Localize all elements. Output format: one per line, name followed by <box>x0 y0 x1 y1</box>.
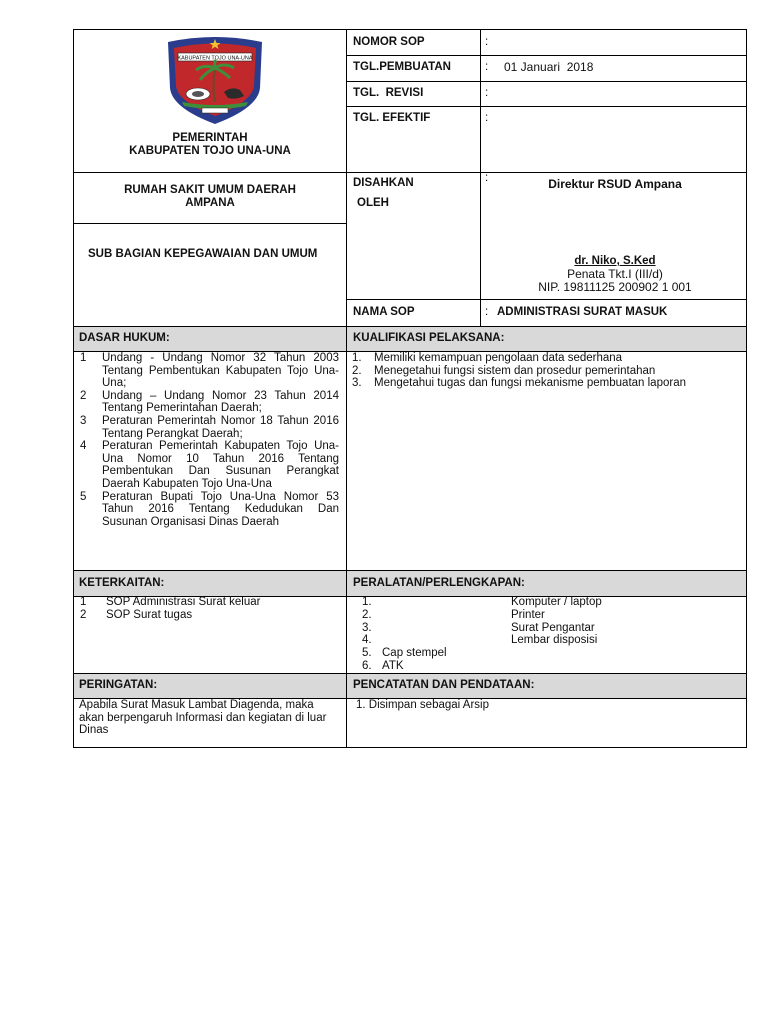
list-item: 2 SOP Surat tugas <box>80 608 193 621</box>
keterkaitan-title: KETERKAITAN: <box>79 577 165 589</box>
disahkan-label: DISAHKAN <box>353 177 414 189</box>
list-item: 2 Undang – Undang Nomor 23 Tahun 2014 Tentang Pemerintahan Daerah; <box>80 389 339 415</box>
list-item: 4 Peraturan Pemerintah Kabupaten Tojo Una-Una Nomor 10 Tahun 2016 Tentang Pembentukan Dan Susunan Perangkat Daerah Kabupaten Tojo Una-Una <box>80 440 339 490</box>
dasar-hukum-title: DASAR HUKUM: <box>79 332 170 344</box>
list-item: 2. Printer <box>362 608 545 621</box>
list-item: 1. Disimpan sebagai Arsip <box>356 699 489 711</box>
list-item: 3. Surat Pengantar <box>362 621 595 634</box>
tgl-pembuatan-colon: : <box>485 61 489 73</box>
list-item: 6. ATK <box>362 659 404 672</box>
pencatatan-list <box>356 699 736 712</box>
sub-division-name: SUB BAGIAN KEPEGAWAIAN DAN UMUM <box>88 248 318 260</box>
list-item: 5. Cap stempel <box>362 647 447 660</box>
list-item: 4. Lembar disposisi <box>362 634 598 647</box>
signer-name: dr. Niko, S.Ked <box>574 255 656 267</box>
list-item: 1 SOP Administrasi Surat keluar <box>80 596 261 608</box>
nama-sop-value: ADMINISTRASI SURAT MASUK <box>497 306 668 318</box>
tgl-pembuatan-label: TGL.PEMBUATAN <box>353 61 451 73</box>
signer-rank: Penata Tkt.I (III/d) <box>567 267 663 281</box>
signer-title: Direktur RSUD Ampana <box>548 177 682 191</box>
dasar-hukum-list <box>74 352 339 528</box>
peralatan-list <box>362 596 742 673</box>
tgl-pembuatan-value: 01 Januari 2018 <box>504 60 594 74</box>
nomor-sop-value: : <box>485 36 489 48</box>
disahkan-colon: : <box>485 172 489 184</box>
nama-sop-label: NAMA SOP <box>353 306 415 318</box>
list-item: 5 Peraturan Bupati Tojo Una-Una Nomor 53 Tahun 2016 Tentang Kedudukan Dan Susunan Organisasi Dinas Daerah <box>80 490 339 528</box>
disahkan-oleh-label: OLEH <box>357 197 389 209</box>
keterkaitan-list <box>74 596 339 621</box>
nomor-sop-label: NOMOR SOP <box>353 36 425 48</box>
list-item: 2. Menegetahui fungsi sistem dan prosedur pemerintahan <box>352 364 656 377</box>
hospital-name: RUMAH SAKIT UMUM DAERAH AMPANA <box>124 184 296 209</box>
peralatan-title: PERALATAN/PERLENGKAPAN: <box>353 577 525 589</box>
tgl-efektif-value: : <box>485 112 489 124</box>
peringatan-text: Apabila Surat Masuk Lambat Diagenda, maka akan berpengaruh Informasi dan kegiatan di luar Dinas <box>79 699 327 737</box>
tgl-efektif-label: TGL. EFEKTIF <box>353 112 431 124</box>
kualifikasi-list <box>346 352 740 390</box>
list-item: 1. Komputer / laptop <box>362 596 602 608</box>
list-item: 3 Peraturan Pemerintah Nomor 18 Tahun 2016 Tentang Perangkat Daerah; <box>80 414 339 440</box>
government-label: PEMERINTAH <box>172 132 248 144</box>
list-item: 3. Mengetahui tugas dan fungsi mekanisme pembuatan laporan <box>352 377 686 390</box>
list-item: 1. Memiliki kemampuan pengolaan data sederhana <box>352 352 623 364</box>
signer-nip: NIP. 19811125 200902 1 001 <box>538 280 692 294</box>
regency-label: KABUPATEN TOJO UNA-UNA <box>129 145 291 157</box>
list-item: 1 Undang - Undang Nomor 32 Tahun 2003 Tentang Pembentukan Kabupaten Tojo Una-Una; <box>80 352 339 390</box>
regency-emblem-logo <box>160 36 270 126</box>
logo-banner-text: KABUPATEN TOJO UNA-UNA <box>177 55 253 62</box>
kualifikasi-title: KUALIFIKASI PELAKSANA: <box>353 332 505 344</box>
tgl-revisi-value: : <box>485 87 489 99</box>
nama-sop-colon: : <box>485 306 489 318</box>
peringatan-title: PERINGATAN: <box>79 679 158 691</box>
pencatatan-title: PENCATATAN DAN PENDATAAN: <box>353 679 535 691</box>
tgl-revisi-label: TGL. REVISI <box>353 87 424 99</box>
